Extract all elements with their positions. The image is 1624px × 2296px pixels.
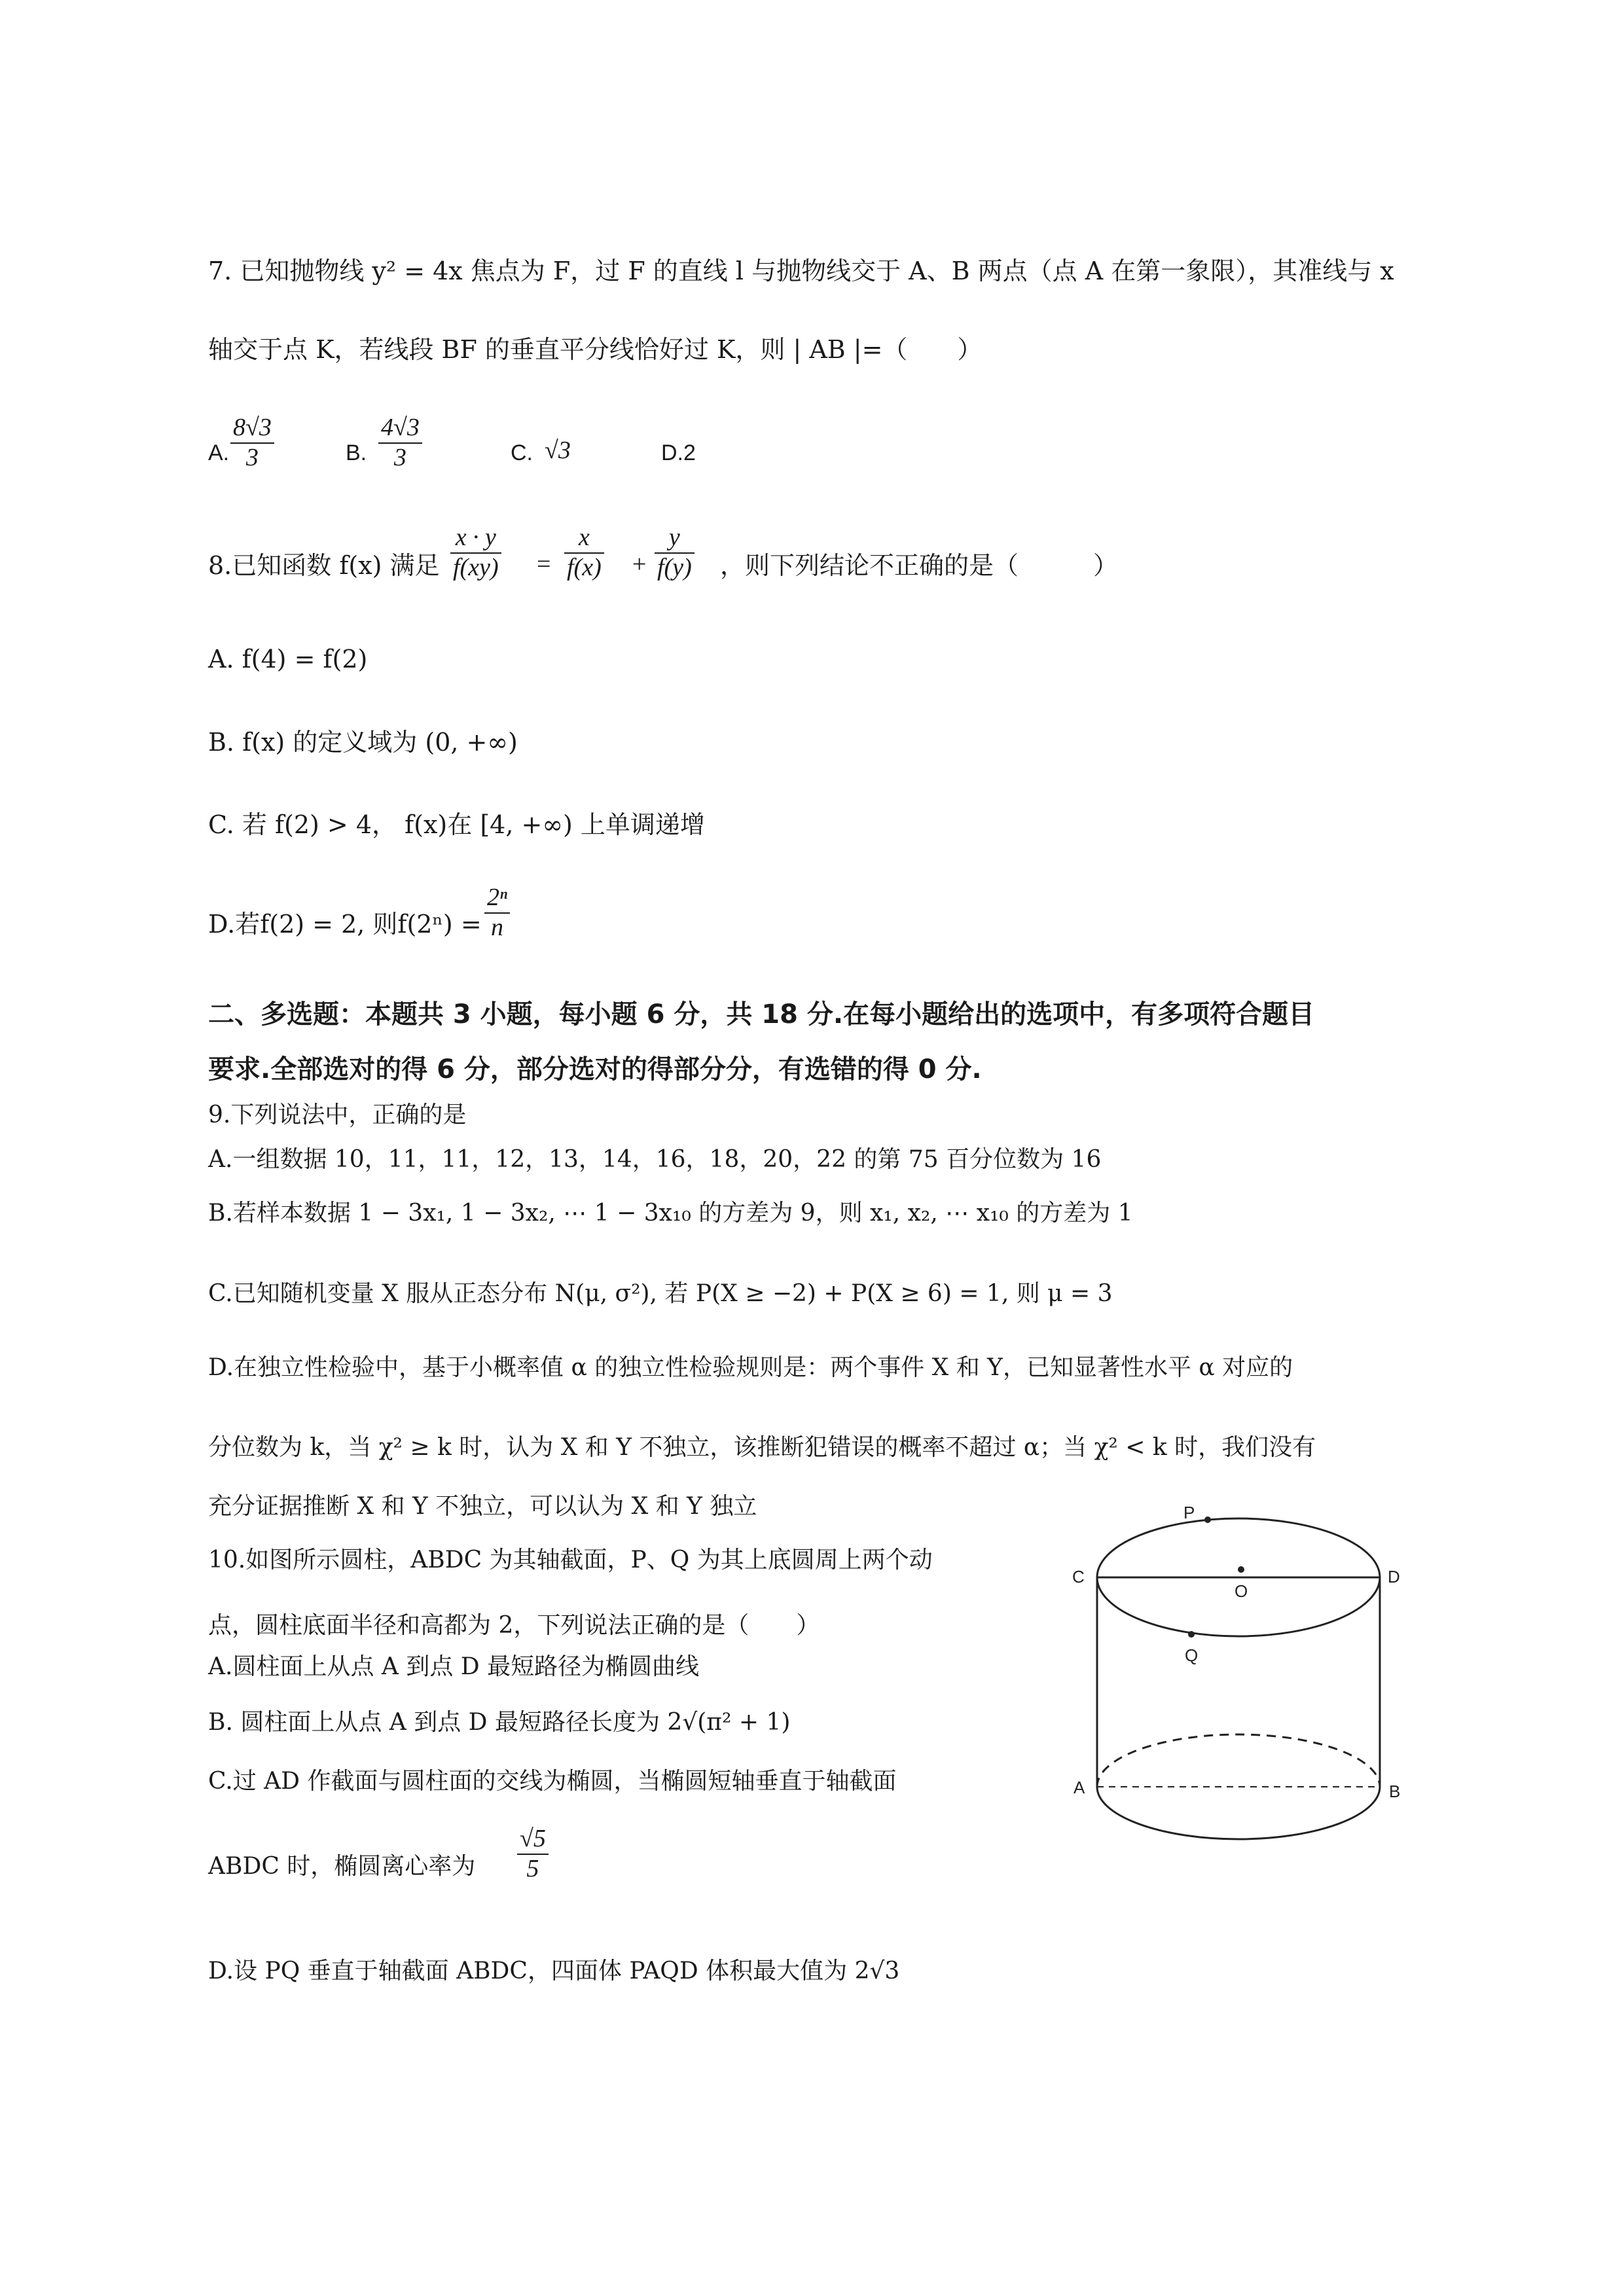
- q8-fraction-2: [564, 524, 604, 582]
- q9-option-d-line2: 分位数为 k，当 χ² ≥ k 时，认为 X 和 Y 不独立，该推断犯错误的概率不超过 α；当 χ² < k 时，我们没有: [208, 1434, 1316, 1461]
- q7-option-a-label: A.: [208, 440, 230, 465]
- label-p: P: [1183, 1505, 1195, 1522]
- section2-heading-line2: 要求.全部选对的得 6 分，部分选对的得部分分，有选错的得 0 分.: [208, 1054, 982, 1085]
- label-b: B: [1389, 1782, 1401, 1801]
- q8-fraction-2-denominator: f(x): [567, 553, 602, 581]
- q7-option-b-denominator: 3: [393, 443, 406, 471]
- q10-option-c-fraction: [517, 1825, 549, 1883]
- q7-option-c-value: √3: [545, 437, 571, 464]
- q9-option-a: A.一组数据 10，11，11，12，13，14，16，18，20，22 的第 75 百分位数为 16: [208, 1146, 1102, 1173]
- cylinder-figure: [1060, 1505, 1427, 1846]
- q10-option-c-denominator: 5: [526, 1854, 539, 1882]
- q7-option-a-numerator: 8√3: [230, 414, 274, 444]
- section2-heading-line1: 二、多选题：本题共 3 小题，每小题 6 分，共 18 分.在每小题给出的选项中，有多项符合题目: [208, 999, 1315, 1030]
- bottom-base-back-arc: [1097, 1734, 1380, 1787]
- q7-stem-line2: 轴交于点 K，若线段 BF 的垂直平分线恰好过 K，则 | AB |=（ ）: [208, 335, 983, 364]
- label-c: C: [1072, 1567, 1085, 1587]
- q8-equals-sign: =: [537, 550, 551, 578]
- q8-fraction-3-numerator: y: [655, 524, 695, 554]
- q7-option-d: D.2: [661, 440, 696, 465]
- q8-stem-prefix: 8.已知函数 f(x) 满足: [208, 551, 440, 580]
- q10-option-c-line2-prefix: ABDC 时，椭圆离心率为: [208, 1853, 476, 1880]
- q8-option-c: C. 若 f(2) > 4， f(x)在 [4, +∞) 上单调递增: [208, 810, 705, 839]
- q7-option-b-numerator: 4√3: [378, 414, 422, 444]
- q7-option-a-denominator: 3: [245, 443, 259, 471]
- q7-option-c-label: C.: [511, 440, 533, 465]
- q8-option-d-prefix: D.若f(2) = 2, 则f(2ⁿ) =: [208, 910, 482, 939]
- q8-option-d-numerator: 2ⁿ: [484, 884, 510, 914]
- q8-fraction-1-denominator: f(xy): [453, 553, 499, 581]
- q7-option-b-label: B.: [346, 440, 367, 465]
- q8-option-a: A. f(4) = f(2): [208, 645, 368, 673]
- q8-fraction-3-denominator: f(y): [657, 553, 692, 581]
- q10-option-c-numerator: √5: [517, 1825, 549, 1855]
- q9-stem: 9.下列说法中，正确的是: [208, 1102, 467, 1128]
- q8-option-d-fraction: [484, 884, 510, 942]
- point-q: [1188, 1631, 1195, 1638]
- q8-option-d-denominator: n: [490, 913, 503, 941]
- q9-option-d-line1: D.在独立性检验中，基于小概率值 α 的独立性检验规则是：两个事件 X 和 Y，已知显著性水平 α 对应的: [208, 1354, 1293, 1381]
- label-q: Q: [1185, 1645, 1199, 1665]
- point-o: [1238, 1566, 1244, 1573]
- q9-option-d-line3: 充分证据推断 X 和 Y 不独立，可以认为 X 和 Y 独立: [208, 1493, 757, 1520]
- q9-option-c: C.已知随机变量 X 服从正态分布 N(μ, σ²), 若 P(X ≥ −2) + P(X ≥ 6) = 1, 则 μ = 3: [208, 1280, 1113, 1307]
- label-d: D: [1388, 1567, 1400, 1587]
- q7-stem-line1: 7. 已知抛物线 y² = 4x 焦点为 F，过 F 的直线 l 与抛物线交于 A、B 两点（点 A 在第一象限），其准线与 x: [208, 257, 1394, 285]
- q10-option-b: B. 圆柱面上从点 A 到点 D 最短路径长度为 2√(π² + 1): [208, 1709, 791, 1736]
- label-o: O: [1235, 1581, 1248, 1601]
- q8-stem-suffix: ，则下列结论不正确的是（ ）: [720, 551, 1119, 580]
- q10-stem-line2: 点，圆柱底面半径和高都为 2，下列说法正确的是（ ）: [208, 1612, 820, 1639]
- q10-stem-line1: 10.如图所示圆柱，ABDC 为其轴截面，P、Q 为其上底圆周上两个动: [208, 1547, 933, 1573]
- q9-option-b: B.若样本数据 1 − 3x₁, 1 − 3x₂, ⋯ 1 − 3x₁₀ 的方差为 9，则 x₁, x₂, ⋯ x₁₀ 的方差为 1: [208, 1200, 1133, 1227]
- q8-fraction-1-numerator: x · y: [450, 524, 501, 554]
- bottom-base-front-arc: [1097, 1787, 1380, 1839]
- q7-option-a-fraction: [230, 414, 274, 472]
- q8-fraction-1: [450, 524, 501, 582]
- q7-option-b-fraction: [378, 414, 422, 472]
- q10-option-a: A.圆柱面上从点 A 到点 D 最短路径为椭圆曲线: [208, 1653, 700, 1680]
- point-p: [1204, 1516, 1211, 1523]
- q8-plus-sign: +: [632, 550, 647, 578]
- q8-fraction-2-numerator: x: [564, 524, 604, 554]
- q10-option-c-line1: C.过 AD 作截面与圆柱面的交线为椭圆，当椭圆短轴垂直于轴截面: [208, 1768, 897, 1795]
- q10-option-d: D.设 PQ 垂直于轴截面 ABDC，四面体 PAQD 体积最大值为 2√3: [208, 1958, 900, 1984]
- q8-fraction-3: [655, 524, 695, 582]
- label-a: A: [1074, 1778, 1085, 1797]
- q8-option-b: B. f(x) 的定义域为 (0, +∞): [208, 728, 518, 757]
